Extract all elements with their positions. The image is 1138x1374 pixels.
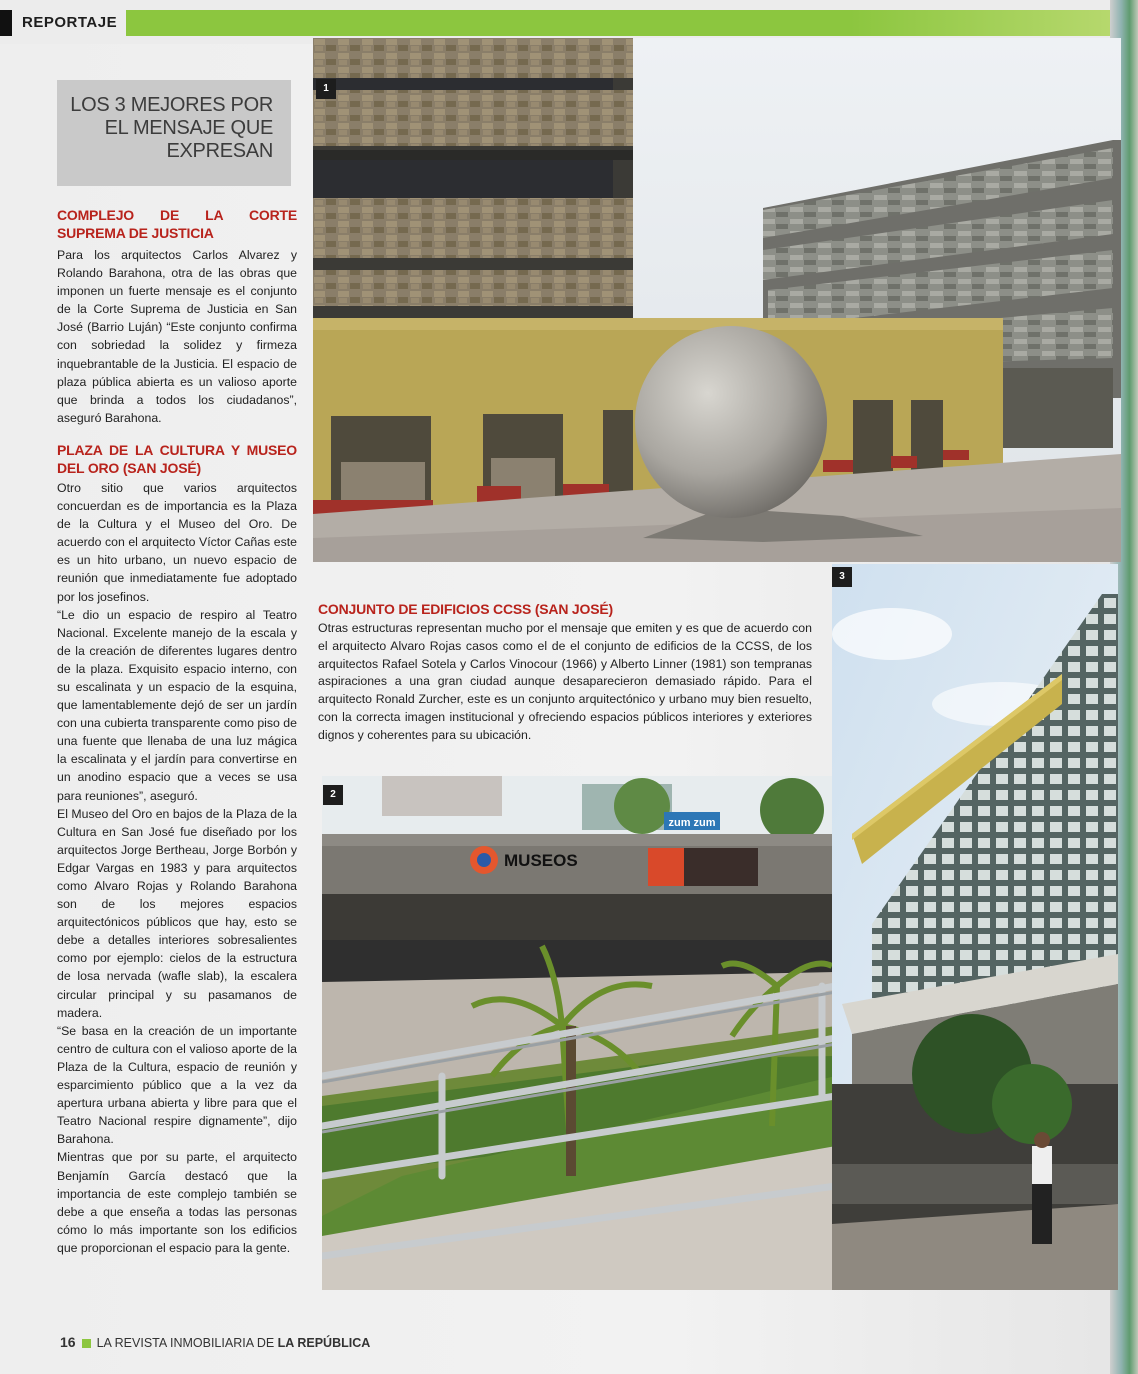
section-tag xyxy=(0,10,124,36)
article3-heading: CONJUNTO DE EDIFICIOS CCSS (SAN JOSÉ) xyxy=(318,601,613,617)
callout-box xyxy=(57,80,291,186)
magazine-brand: LA REPÚBLICA xyxy=(277,1336,371,1350)
photo-corte-suprema xyxy=(313,38,1121,562)
article1-body: Para los arquitectos Carlos Alvarez y Rolando Barahona, otra de las obras que imponen un fuerte mensaje es el conjunto de la Corte Suprema de Justicia en San José (Barrio Luján) “Este conjunto confirma con sobriedad la solidez y firmeza inquebrantable de la Justicia. El espacio de plaza pública abierta es un valioso aporte que brinda a todos los ciudadanos”, aseguró Barahona. xyxy=(57,248,297,425)
photo-ccss xyxy=(832,564,1118,1290)
article2-paragraph: “Se basa en la creación de un importante centro de cultura con el valioso aporte de la Plaza de la Cultura, espacio de reunión y esparcimiento público que a la vez da apertura urbana abierta y libre para que el Teatro Nacional respire dignamente”, dijo Barahona. xyxy=(57,1023,297,1147)
middle-article xyxy=(318,600,812,745)
article2-paragraph: “Le dio un espacio de respiro al Teatro Nacional. Excelente manejo de la escala y de la creación de diferentes lugares dentro de la plaza. Exquisito espacio interno, con su escalinata y un espacio de la esquina, que lamentablemente dejó de ser un jardín con una cubierta transparente como piso de una fuente que llenaba de una luz mágica la escalinata y el jardín para convertirse en un anodino espacio que a veces se usa para reuniones”, aseguró. xyxy=(57,607,297,803)
article2-heading: PLAZA DE LA CULTURA Y MUSEO DEL ORO (SAN JOSÉ) xyxy=(57,441,297,476)
photo-number-badge: 1 xyxy=(316,79,336,99)
photo-ccss-illustration xyxy=(832,564,1118,1290)
callout-line: EL MENSAJE QUE xyxy=(104,117,273,139)
zum-sign: zum zum xyxy=(668,817,716,829)
photo-number-badge: 2 xyxy=(323,785,343,805)
page-number: 16 xyxy=(60,1334,76,1350)
article1-heading: COMPLEJO DE LA CORTE SUPREMA DE JUSTICIA xyxy=(57,207,297,241)
magazine-name: LA REVISTA INMOBILIARIA DE xyxy=(96,1336,275,1350)
museos-sign: MUSEOS xyxy=(504,851,578,870)
section-marker xyxy=(0,10,12,36)
photo-museos xyxy=(322,776,836,1290)
article2-paragraph: Mientras que por su parte, el arquitecto Benjamín García destacó que la importancia de este complejo también se debe a que enseña a todas las personas cómo lo más importante son los edificios que proporcionan el espacio para la gente. xyxy=(57,1150,297,1255)
page-footer xyxy=(60,1334,370,1350)
callout-line: EXPRESAN xyxy=(166,140,273,162)
article3-body: Otras estructuras representan mucho por el mensaje que emiten y es que de acuerdo con el arquitecto Alvaro Rojas casos como el de el conjunto de edificios de la CCSS, de los arquitectos Rafael Sotela y Carlos Vinocour (1966) y Alberto Linner (1981) son tempranas aspiraciones a una gran ciudad aunque desaparecieron demasiado rápido. Para el arquitecto Ronald Zurcher, este es un conjunto arquitectónico y urbano muy bien resuelto, con la correcta imagen institucional y ofreciendo espacios públicos interiores y exteriores dignos y coherentes para su ubicación. xyxy=(318,621,812,742)
photo-number-badge: 3 xyxy=(832,567,852,587)
article2-paragraph: El Museo del Oro en bajos de la Plaza de la Cultura en San José fue diseñado por los arquitectos Jorge Bertheau, Jorge Borbón y Edgar Vargas en 1983 y para arquitectos como Alvaro Rojas y Rolando Barahona son de los mejores espacios arquitectónicos públicos que hay, esto se debe a detalles interiores sobresalientes como por ejemplo: cielos de la estructura de losa nervada (wafle slab), la escalera circular principal y su pasamanos de madera. xyxy=(57,806,297,1020)
section-tag-label: REPORTAJE xyxy=(22,14,118,31)
photo-corte-suprema-illustration xyxy=(313,38,1121,562)
header-green-bar xyxy=(126,10,1110,36)
footer-marker xyxy=(82,1339,91,1348)
photo-museos-illustration xyxy=(322,776,836,1290)
callout-line: LOS 3 MEJORES POR xyxy=(70,94,273,116)
left-column xyxy=(57,206,297,1257)
article2-paragraph: Otro sitio que varios arquitectos concuerdan es de importancia es la Plaza de la Cultura y el Museo del Oro. De acuerdo con el arquitecto Víctor Cañas este es un hito urbano, un nuevo espacio de reunión que inmediatamente fue adoptado por los josefinos. xyxy=(57,480,297,604)
